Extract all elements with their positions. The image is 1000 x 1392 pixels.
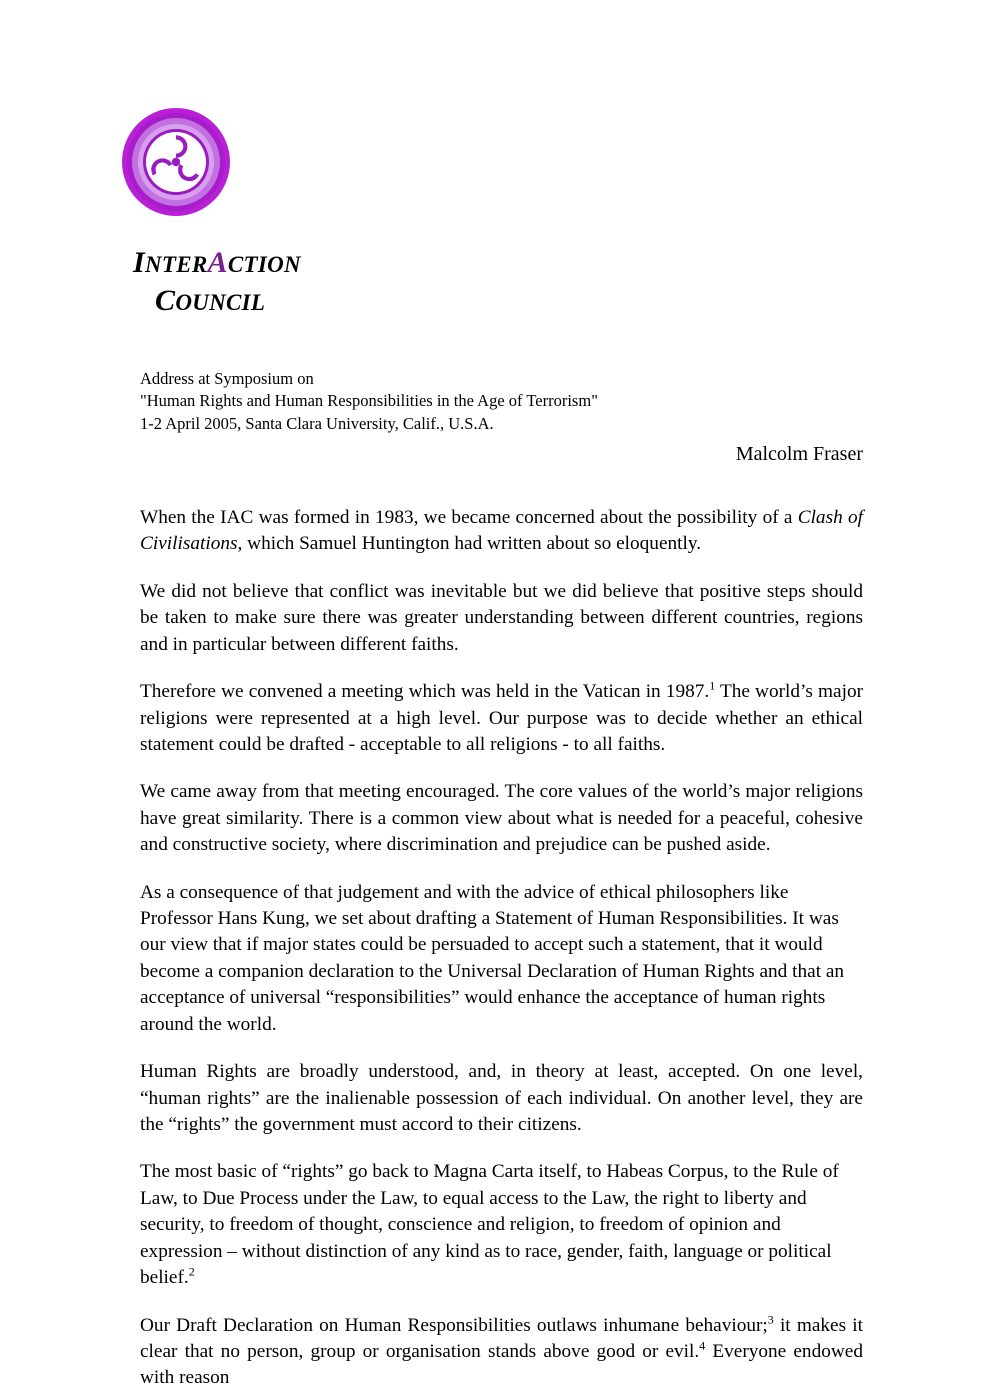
document-header-meta — [140, 368, 880, 435]
wordmark-cap-i: I — [133, 246, 145, 279]
triskelion-swirl-icon — [144, 130, 208, 194]
paragraph-2: We did not believe that conflict was inevitable but we did believe that positive steps should be taken to make sure there was greater understanding between different countries, regions and in particular between different faiths. — [140, 580, 863, 655]
paragraph-8-text-a: Our Draft Declaration on Human Responsibilities outlaws inhumane behaviour; — [140, 1314, 768, 1336]
wordmark-line-interaction — [133, 248, 301, 278]
paragraph-7 — [140, 1159, 863, 1291]
triskelion-emblem-icon — [122, 108, 230, 216]
paragraph-8-text-c: Everyone endowed with reason — [140, 1340, 863, 1389]
organization-logo — [122, 108, 230, 216]
paragraph-3 — [140, 679, 863, 758]
paragraph-5: As a consequence of that judgement and with the advice of ethical philosophers like Professor Hans Kung, we set about drafting a Statement of Human Responsibilities. It was our view that if major states could be persuaded to accept such a statement, that it would become a companion declaration to the Universal Declaration of Human Rights and that an acceptance of universal “responsibilities” would enhance the acceptance of human rights around the world. — [140, 881, 845, 1035]
paragraph-4: We came away from that meeting encouraged. The core values of the world’s major religions have great similarity. There is a common view about what is needed for a peaceful, cohesive and constructive society, where discrimination and prejudice can be pushed aside. — [140, 781, 863, 856]
paragraph-1-text-b: , which Samuel Huntington had written about so eloquently. — [237, 533, 702, 555]
paragraph-7-text-a: The most basic of “rights” go back to Magna Carta itself, to Habeas Corpus, to the Rule of Law, to Due Process under the Law, to equal access to the Law, the right to liberty and security, to freedom of thought, conscience and religion, to freedom of opinion and expression – without distinction of any kind as to race, gender, faith, language or political belief. — [140, 1161, 839, 1289]
paragraph-8-text-b: it makes it clear that no person, group or organisation stands above good or evil. — [140, 1314, 864, 1362]
paragraph-3-text-a: Therefore we convened a meeting which was held in the Vatican in 1987. — [140, 681, 710, 703]
wordmark-accent-a: A — [207, 246, 228, 279]
wordmark-nter: NTER — [144, 252, 208, 277]
footnote-ref-4[interactable]: 4 — [699, 1338, 706, 1353]
wordmark-cap-c: C — [155, 284, 176, 317]
author-name: Malcolm Fraser — [735, 443, 863, 465]
footnote-ref-2[interactable]: 2 — [188, 1264, 195, 1279]
paragraph-6: Human Rights are broadly understood, and, in theory at least, accepted. On one level, “human rights” are the inalienable possession of each individual. On another level, they are the “rights” the government must accord to their citizens. — [140, 1061, 863, 1136]
paragraph-3-text-b: The world’s major religions were represented at a high level. Our purpose was to decide whether an ethical statement could be drafted - acceptable to all religions - to all faiths. — [140, 681, 863, 755]
paragraph-1-text-a: When the IAC was formed in 1983, we became concerned about the possibility of a — [140, 507, 798, 528]
document-body — [140, 505, 863, 1392]
header-line-title: "Human Rights and Human Responsibilities in the Age of Terrorism" — [140, 391, 598, 411]
wordmark-line-council — [155, 286, 301, 316]
header-line-address: Address at Symposium on — [140, 369, 314, 388]
footnote-ref-3[interactable]: 3 — [767, 1312, 774, 1327]
paragraph-1 — [140, 505, 863, 558]
paragraph-1-italic-title: Clash of Civilisations — [140, 507, 863, 555]
wordmark-ction: CTION — [227, 252, 301, 277]
header-line-date-venue: 1-2 April 2005, Santa Clara University, Calif., U.S.A. — [140, 413, 494, 433]
wordmark-ouncil: OUNCIL — [175, 290, 266, 315]
organization-wordmark — [133, 248, 301, 316]
footnote-ref-1[interactable]: 1 — [709, 678, 716, 693]
paragraph-8 — [140, 1313, 863, 1392]
